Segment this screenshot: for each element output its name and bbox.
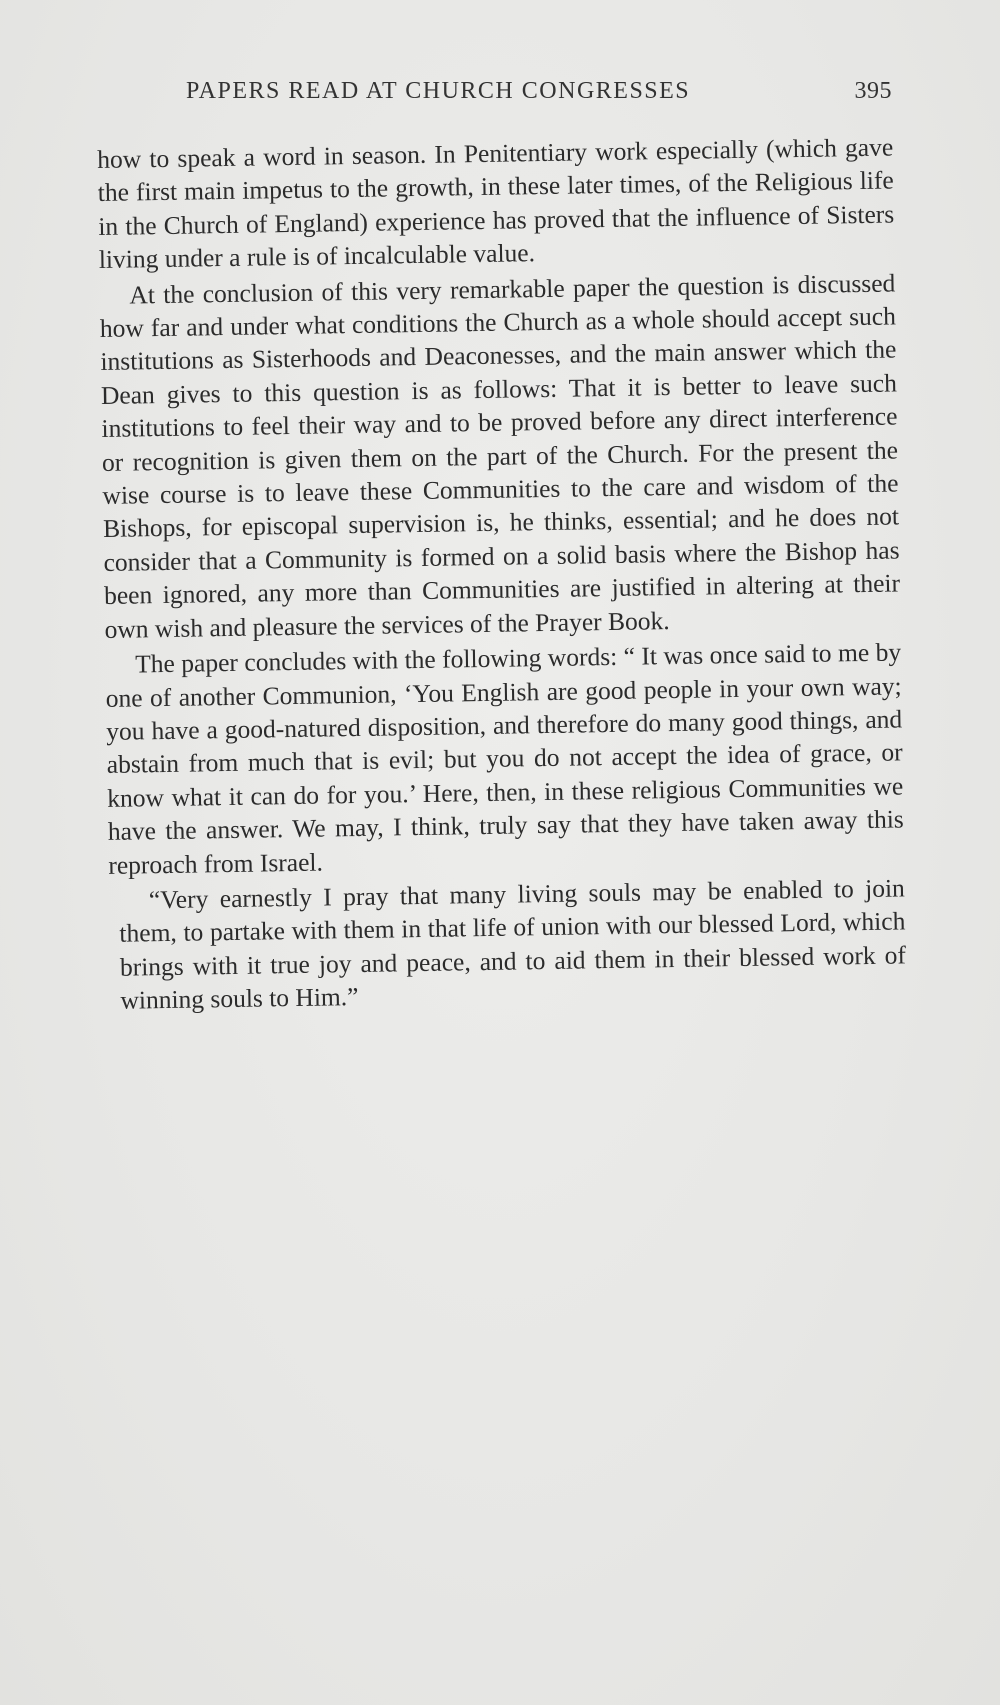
paragraph-continuation: how to speak a word in season. In Penitentiary work especially (which gave the first main impetus to the growth, in these later times, of the Religious life in the Church of England) experience has proved that the influence of Sisters living under a rule is of incalculable value.	[97, 132, 895, 275]
body-text	[97, 130, 907, 1019]
paragraph-deans-paper-conclusion: At the conclusion of this very remarkable paper the question is discussed how far and under what conditions the Church as a whole should accept such institutions as Sisterhoods and Deaconesses, and the main answer which the Dean gives to this question is as follows: That it is better to leave such institutions to feel their way and to be proved before any direct interference or recognition is given them on the part of the Church. For the present the wise course is to leave these Communities to the care and wisdom of the Bishops, for episcopal supervision is, he thinks, essential; and he does not consider that a Community is formed on a solid basis where the Bishop has been ignored, any more than Communities are justified in altering at their own wish and pleasure the services of the Prayer Book.	[99, 268, 901, 644]
paragraph-final-prayer: “Very earnestly I pray that many living souls may be enabled to join them, to partake with them in that life of union with our blessed Lord, which brings with it true joy and peace, and to aid them in their blessed work of winning souls to Him.”	[119, 873, 907, 1015]
paragraph-closing-words: The paper concludes with the following words: “ It was once said to me by one of another Communion, ‘You English are good people in your own way; you have a good-natured disposition, and therefore do many good things, and abstain from much that is evil; but you do not accept the idea of grace, or know what it can do for you.’ Here, then, in these religious Communities we have the answer. We may, I think, truly say that they have taken away this reproach from Israel.	[105, 637, 904, 880]
running-title: PAPERS READ AT CHURCH CONGRESSES	[186, 78, 691, 104]
running-head	[186, 78, 892, 118]
page-number: 395	[854, 78, 892, 104]
